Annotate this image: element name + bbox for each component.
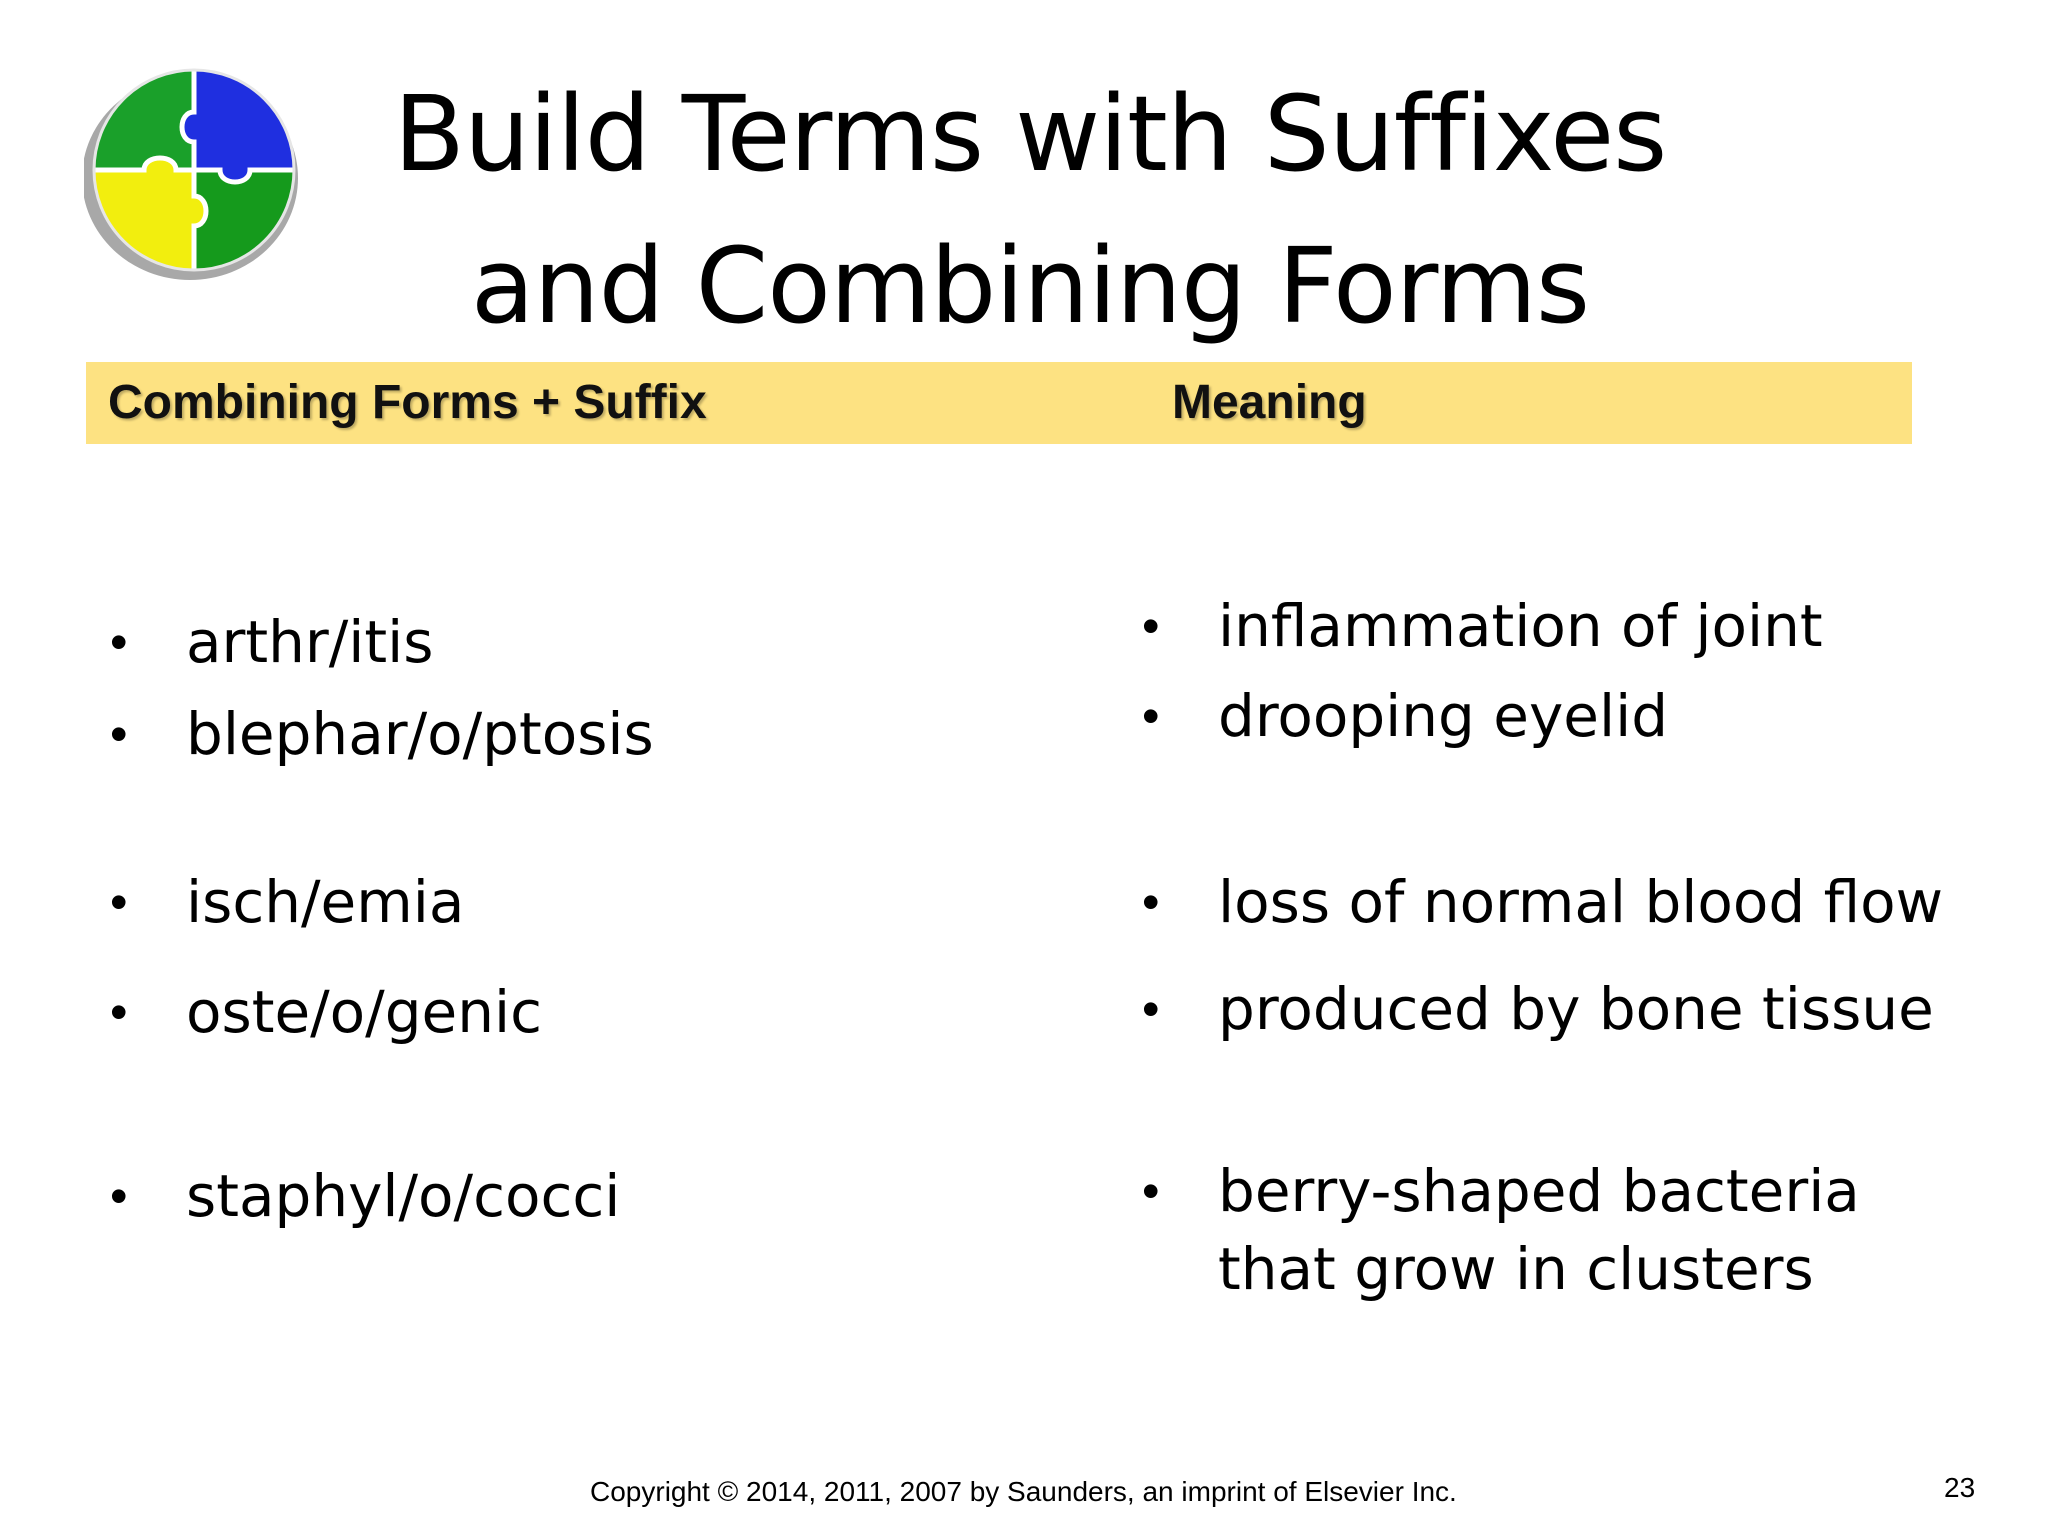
- bullet-icon: •: [110, 874, 128, 930]
- column-heading-meaning: Meaning: [1172, 376, 1367, 429]
- title-line-1: Build Terms with Suffixes: [393, 73, 1667, 195]
- puzzle-icon: [84, 66, 314, 280]
- meaning-text: produced by bone tissue: [1218, 975, 1934, 1043]
- title-line-2: and Combining Forms: [470, 225, 1590, 347]
- meaning-item: [1142, 587, 1823, 665]
- meaning-item: [1142, 970, 1934, 1048]
- bullet-icon: •: [110, 614, 128, 670]
- term-item: [110, 1157, 621, 1235]
- term-item: [110, 695, 654, 773]
- meaning-text: berry-shaped bacteria that grow in clusters: [1218, 1157, 1860, 1303]
- bullet-icon: •: [1142, 1163, 1160, 1219]
- page-number: 23: [1944, 1472, 1976, 1503]
- term-text: blephar/o/ptosis: [186, 700, 654, 768]
- copyright-notice: Copyright © 2014, 2011, 2007 by Saunders, an imprint of Elsevier Inc.: [590, 1476, 1457, 1507]
- term-item: [110, 863, 465, 941]
- column-heading-terms: Combining Forms + Suffix: [108, 376, 707, 429]
- meaning-item: [1142, 863, 1944, 941]
- term-text: isch/emia: [186, 868, 465, 936]
- bullet-icon: •: [110, 984, 128, 1040]
- bullet-icon: •: [1142, 688, 1160, 744]
- meaning-item: [1142, 677, 1669, 755]
- term-item: [110, 973, 542, 1051]
- term-text: staphyl/o/cocci: [186, 1162, 621, 1230]
- term-item: [110, 603, 434, 681]
- table-header: [86, 362, 1912, 444]
- slide-title: [300, 58, 1760, 362]
- bullet-icon: •: [1142, 598, 1160, 654]
- meaning-text: loss of normal blood flow: [1218, 868, 1944, 936]
- meaning-text: drooping eyelid: [1218, 682, 1669, 750]
- bullet-icon: •: [1142, 874, 1160, 930]
- meaning-item: [1142, 1152, 1978, 1308]
- bullet-icon: •: [110, 1168, 128, 1224]
- term-text: oste/o/genic: [186, 978, 542, 1046]
- bullet-icon: •: [1142, 981, 1160, 1037]
- bullet-icon: •: [110, 706, 128, 762]
- meaning-text: inflammation of joint: [1218, 592, 1823, 660]
- term-text: arthr/itis: [186, 608, 434, 676]
